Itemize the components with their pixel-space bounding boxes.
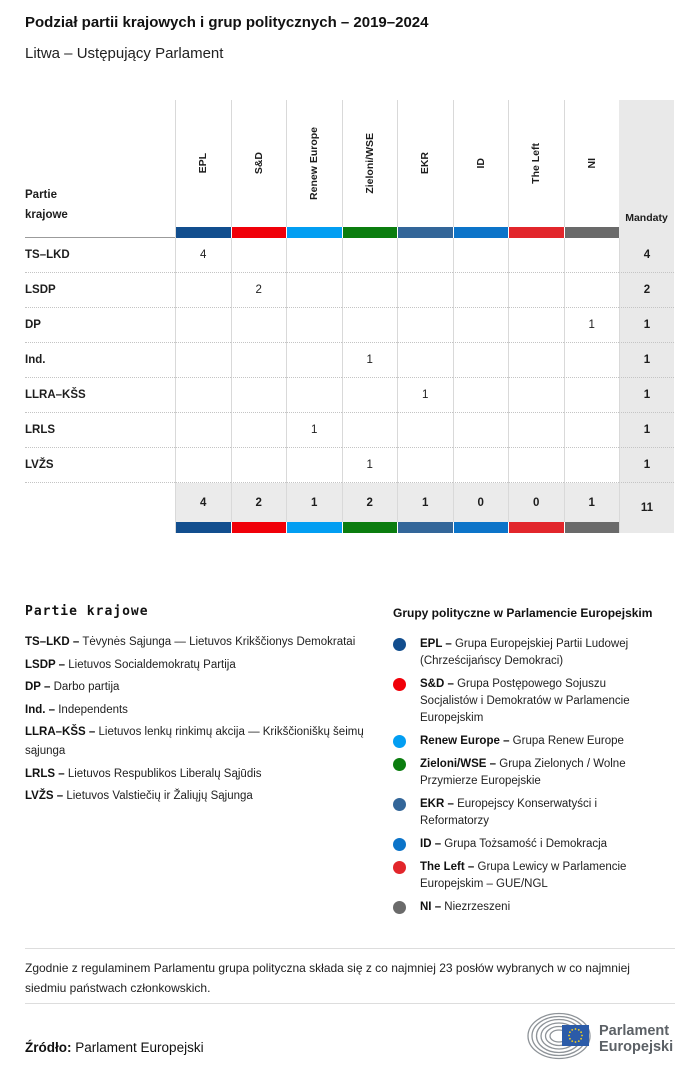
party-label: LSDP [25,273,175,308]
table-cell [175,343,231,378]
total-cell: 1 [397,483,453,522]
party-label: LVŽS [25,448,175,483]
group-color-dot [393,901,406,914]
table-cell [453,308,509,343]
column-header-ni: NI [564,100,620,227]
group-color-bar [453,522,509,533]
group-color-bar [175,522,231,533]
table-cell [453,378,509,413]
table-cell [564,413,620,448]
total-cell: 0 [508,483,564,522]
table-cell [175,273,231,308]
total-cell: 0 [453,483,509,522]
legend-party-item: LSDP – Lietuvos Socialdemokratų Partija [25,658,236,671]
total-cell: 4 [175,483,231,522]
column-header-sd: S&D [231,100,287,227]
group-color-bar [453,227,509,238]
party-label: TS–LKD [25,238,175,273]
group-color-bar [175,227,231,238]
table-cell [231,343,287,378]
group-color-bar [286,522,342,533]
svg-text:Europejski: Europejski [599,1039,674,1055]
group-color-bar [564,227,620,238]
table-cell [342,273,398,308]
group-color-dot [393,861,406,874]
mandaty-cell: 1 [619,378,674,413]
column-header-left: The Left [508,100,564,227]
footnote-text: Zgodnie z regulaminem Parlamentu grupa polityczna składa się z co najmniej 23 posłów wybranych w co najmniej siedmiu państwach członkowskich. [25,961,630,995]
legend-party-item: TS–LKD – Tėvynės Sąjunga — Lietuvos Krikščionys Demokratai [25,636,356,648]
table-cell [397,238,453,273]
group-color-dot [393,758,406,771]
table-cell: 2 [231,273,287,308]
divider [25,948,675,949]
table-cell: 1 [397,378,453,413]
table-cell: 1 [286,413,342,448]
table-cell [508,448,564,483]
group-color-bar [397,227,453,238]
group-color-dot [393,638,406,651]
mandaty-cell: 1 [619,308,674,343]
table-cell [231,308,287,343]
table-cell [397,273,453,308]
total-cell: 1 [286,483,342,522]
divider [25,1003,675,1004]
party-label: LLRA–KŠS [25,378,175,413]
table-cell [508,238,564,273]
table-cell [453,413,509,448]
table-cell [286,378,342,413]
legend-groups-title: Grupy polityczne w Parlamencie Europejskim [393,606,653,620]
group-color-bar [231,522,287,533]
group-color-dot [393,678,406,691]
column-header-renew: Renew Europe [286,100,342,227]
table-cell [286,238,342,273]
table-cell [564,273,620,308]
table-cell [342,308,398,343]
table-cell [564,343,620,378]
column-header-ekr: EKR [397,100,453,227]
legend-group-item: NI – Niezrzeszeni [393,899,675,916]
legend-group-item: The Left – Grupa Lewicy w Parlamencie Europejskim – GUE/NGL [393,859,675,893]
table-cell: 1 [342,448,398,483]
page-title: Podział partii krajowych i grup politycznych – 2019–2024 [25,14,429,31]
table-cell [397,448,453,483]
mandaty-cell: 4 [619,238,674,273]
party-label: LRLS [25,413,175,448]
legend-political-groups [393,606,675,922]
group-color-bar [397,522,453,533]
source-line [25,1040,204,1055]
legend-party-item: LVŽS – Lietuvos Valstiečių ir Žaliųjų Sąjunga [25,790,253,802]
table-cell: 4 [175,238,231,273]
european-parliament-logo [523,1008,675,1069]
seats-table [25,100,674,533]
total-cell: 2 [231,483,287,522]
legend-group-item: Zieloni/WSE – Grupa Zielonych / Wolne Przymierze Europejskie [393,756,675,790]
party-column-header: Partie krajowe [25,100,175,238]
totals-row-spacer [25,483,175,522]
group-color-bar [342,227,398,238]
table-cell [397,413,453,448]
table-cell [453,343,509,378]
table-cell [342,413,398,448]
source-value: Parlament Europejski [75,1040,204,1055]
svg-text:Parlament: Parlament [599,1023,670,1039]
table-cell [508,308,564,343]
legend-party-item: Ind. – Independents [25,703,128,716]
legend-group-item: S&D – Grupa Postępowego Sojuszu Socjalistów i Demokratów w Parlamencie Europejskim [393,676,675,727]
table-cell [286,343,342,378]
table-cell [342,378,398,413]
table-cell [286,308,342,343]
party-label: DP [25,308,175,343]
total-cell: 2 [342,483,398,522]
group-color-bar [286,227,342,238]
table-cell [286,273,342,308]
table-cell [231,413,287,448]
legend-party-item: DP – Darbo partija [25,681,120,693]
source-label: Źródło: [25,1040,72,1055]
table-cell [508,273,564,308]
column-header-greens: Zieloni/WSE [342,100,398,227]
table-cell [397,343,453,378]
table-cell [453,273,509,308]
table-cell [508,343,564,378]
page-subtitle: Litwa – Ustępujący Parlament [25,45,224,62]
mandaty-cell: 1 [619,413,674,448]
group-color-bar [231,227,287,238]
grand-total-cell: 11 [619,483,674,533]
legend-party-item: LRLS – Lietuvos Respublikos Liberalų Sąjūdis [25,767,262,780]
legend-group-item: EPL – Grupa Europejskiej Partii Ludowej (Chrześcijańscy Demokraci) [393,636,675,670]
group-color-dot [393,838,406,851]
hemicycle-logo-icon [523,1008,675,1064]
legend-group-item: ID – Grupa Tożsamość i Demokracja [393,836,675,853]
table-cell [453,448,509,483]
total-cell: 1 [564,483,620,522]
table-cell [453,238,509,273]
group-color-bar [508,522,564,533]
table-cell [508,378,564,413]
group-color-bar [564,522,620,533]
table-cell [175,378,231,413]
legend-parties-title: Partie krajowe [25,604,149,619]
mandaty-cell: 1 [619,448,674,483]
table-cell [231,448,287,483]
legend-group-item: EKR – Europejscy Konserwatyści i Reformatorzy [393,796,675,830]
column-header-epl: EPL [175,100,231,227]
mandaty-cell: 1 [619,343,674,378]
group-color-bar [508,227,564,238]
table-cell [175,413,231,448]
legend-party-item: LLRA–KŠS – Lietuvos lenkų rinkimų akcija — Krikščioniškų šeimų sąjunga [25,726,364,757]
totals-bar-spacer [25,522,175,533]
column-header-id: ID [453,100,509,227]
legend-group-item: Renew Europe – Grupa Renew Europe [393,733,675,750]
table-cell [508,413,564,448]
table-cell [231,238,287,273]
table-cell [342,238,398,273]
table-cell [175,308,231,343]
party-label: Ind. [25,343,175,378]
table-cell: 1 [564,308,620,343]
group-color-bar [342,522,398,533]
table-cell [231,378,287,413]
group-color-dot [393,798,406,811]
table-cell: 1 [342,343,398,378]
table-cell [564,238,620,273]
column-header-mandaty: Mandaty [619,100,674,238]
table-cell [397,308,453,343]
group-color-dot [393,735,406,748]
table-cell [564,448,620,483]
legend-national-parties [25,604,390,810]
table-cell [175,448,231,483]
table-cell [286,448,342,483]
mandaty-cell: 2 [619,273,674,308]
table-cell [564,378,620,413]
